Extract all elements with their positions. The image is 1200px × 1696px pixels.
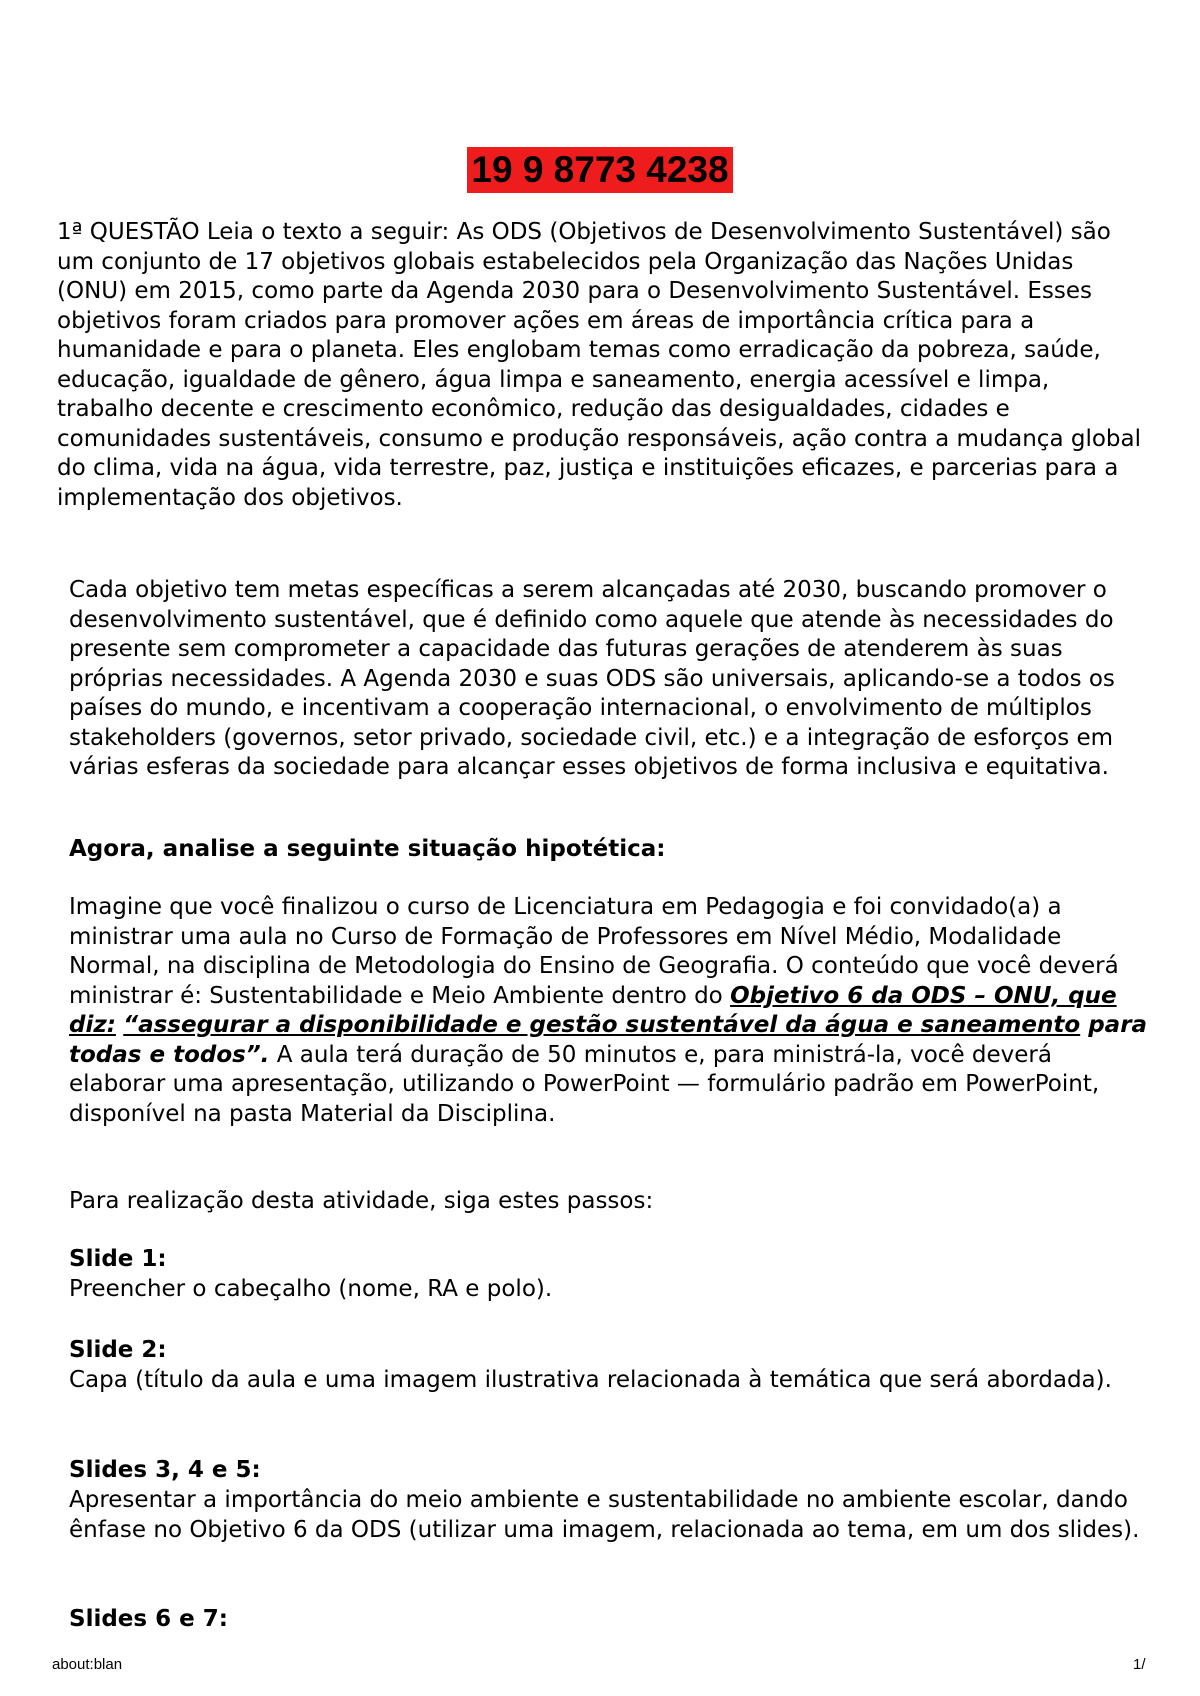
situation-text-part2: A aula terá duração de 50 minutos e, para ministrá-la, você deverá elaborar uma apresentação, utilizando o PowerPoint — formulário padrão em PowerPoint, disponível na pasta Material da Disciplina. — [69, 1041, 1100, 1127]
phone-banner-wrap — [0, 147, 1200, 193]
step-1-text: Preencher o cabeçalho (nome, RA e polo). — [69, 1276, 553, 1302]
phone-number-highlight: 19 9 8773 4238 — [467, 147, 732, 193]
question-intro-paragraph: 1ª QUESTÃO Leia o texto a seguir: As ODS (Objetivos de Desenvolvimento Sustentável) são um conjunto de 17 objetivos globais estabelecidos pela Organização das Nações Unidas (ONU) em 2015, como parte da Agenda 2030 para o Desenvolvimento Sustentável. Esses objetivos foram criados para promover ações em áreas de importância crítica para a humanidade e para o planeta. Eles englobam temas como erradicação da pobreza, saúde, educação, igualdade de gênero, água limpa e saneamento, energia acessível e limpa, trabalho decente e crescimento econômico, redução das desigualdades, cidades e comunidades sustentáveis, consumo e produção responsáveis, ação contra a mudança global do clima, vida na água, vida terrestre, paz, justiça e instituições eficazes, e parcerias para a implementação dos objetivos. — [57, 219, 1141, 511]
step-4-title: Slides 6 e 7: — [69, 1606, 228, 1632]
step-3-title: Slides 3, 4 e 5: — [69, 1457, 261, 1483]
situation-text-part1: Imagine que você finalizou o curso de Licenciatura em Pedagogia e foi convidado(a) a ministrar uma aula no Curso de Formação de Professores em Nível Médio, Modalidade Normal, na disciplina de Metodologia do Ensino de Geografia. O conteúdo que você deverá ministrar é: Sustentabilidade e Meio Ambiente dentro do — [69, 894, 1119, 1009]
ods-goals-paragraph: Cada objetivo tem metas específicas a serem alcançadas até 2030, buscando promover o desenvolvimento sustentável, que é definido como aquele que atende às necessidades do presente sem comprometer a capacidade das futuras gerações de atenderem às suas próprias necessidades. A Agenda 2030 e suas ODS são universais, aplicando-se a todos os países do mundo, e incentivam a cooperação internacional, o envolvimento de múltiplos stakeholders (governos, setor privado, sociedade civil, etc.) e a integração de esforços em várias esferas da sociedade para alcançar esses objetivos de forma inclusiva e equitativa. — [69, 577, 1115, 780]
objective-reference: Objetivo 6 da ODS – ONU, que diz: — [69, 982, 1117, 1038]
step-2-text: Capa (título da aula e uma imagem ilustrativa relacionada à temática que será abordada). — [69, 1367, 1112, 1393]
objective-quote: “assegurar a disponibilidade e gestão sustentável da água e saneamento — [123, 1012, 1081, 1038]
footer-page-number: 1/ — [1133, 1656, 1146, 1673]
situation-paragraph — [69, 893, 1149, 1129]
footer-url: about:blan — [52, 1656, 123, 1673]
step-2-title: Slide 2: — [69, 1337, 167, 1363]
steps-intro: Para realização desta atividade, siga estes passos: — [69, 1188, 654, 1214]
step-1-title: Slide 1: — [69, 1246, 167, 1272]
step-3-text: Apresentar a importância do meio ambiente e sustentabilidade no ambiente escolar, dando ênfase no Objetivo 6 da ODS (utilizar uma imagem, relacionada ao tema, em um dos slides). — [69, 1487, 1140, 1543]
objective-quote-tail: para todas e todos”. — [69, 1012, 1148, 1068]
situation-heading: Agora, analise a seguinte situação hipotética: — [69, 836, 666, 862]
